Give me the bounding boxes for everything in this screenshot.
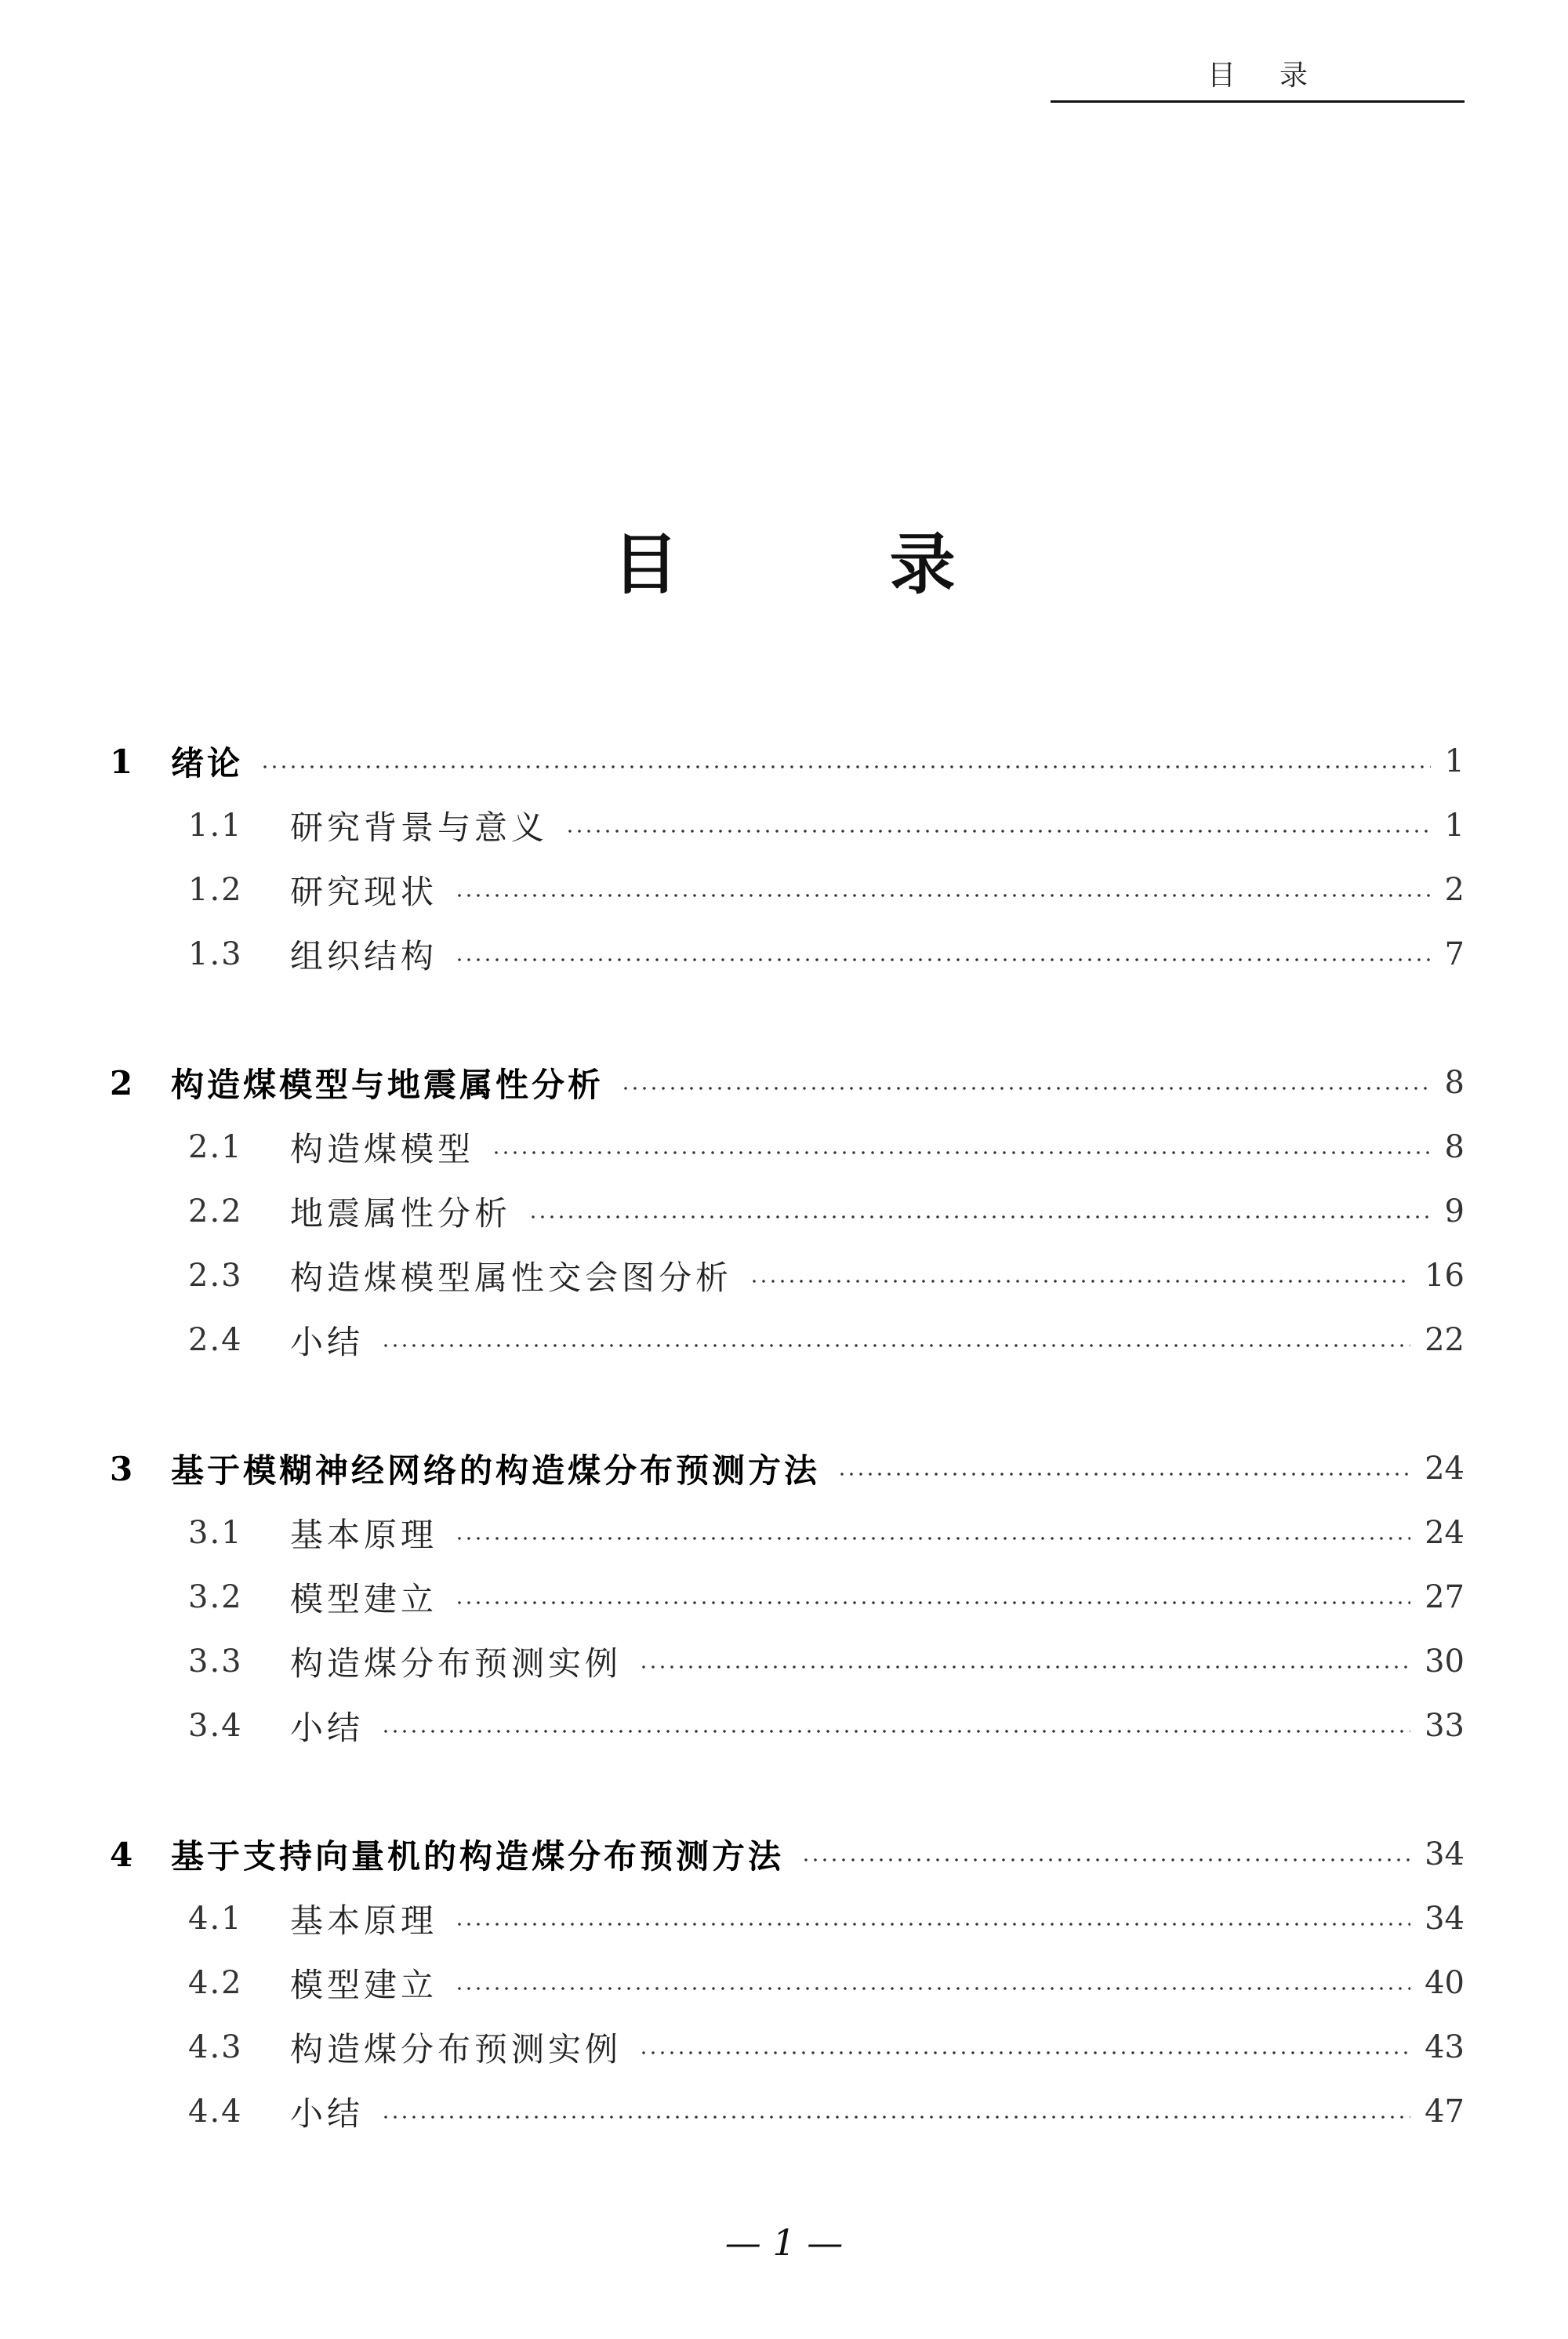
page-number: 1: [1444, 743, 1465, 779]
section-number: 1.3: [188, 936, 243, 972]
toc-entry[interactable]: [110, 1565, 1465, 1629]
toc-chapter-3: [110, 1436, 1465, 1758]
toc-entry[interactable]: [110, 1501, 1465, 1565]
chapter-number: 2: [110, 1063, 133, 1102]
section-title: 小结: [290, 1323, 365, 1361]
page-number: 7: [1444, 936, 1465, 972]
page-number: 9: [1444, 1193, 1465, 1229]
page-number: 24: [1425, 1451, 1465, 1487]
toc-entry[interactable]: [110, 1308, 1465, 1372]
page-number: 47: [1425, 2094, 1465, 2130]
section-number: 3.1: [188, 1515, 243, 1551]
dot-leader: [455, 1987, 1410, 1990]
chapter-title: 构造煤模型与地震属性分析: [171, 1066, 604, 1104]
page-number: 30: [1425, 1643, 1465, 1680]
dot-leader: [639, 1665, 1410, 1669]
toc-chapter-2: [110, 1051, 1465, 1372]
dot-leader: [528, 1215, 1431, 1219]
page-number: 1: [1444, 808, 1465, 844]
section-number: 3.3: [188, 1643, 243, 1680]
page-number: 24: [1425, 1515, 1465, 1551]
dot-leader: [381, 2116, 1410, 2119]
table-of-contents: [110, 729, 1465, 2144]
page-number: 8: [1444, 1065, 1465, 1101]
dot-leader: [260, 765, 1431, 768]
section-number: 2.4: [188, 1322, 243, 1358]
toc-entry[interactable]: [110, 1115, 1465, 1179]
toc-entry[interactable]: [110, 1822, 1465, 1887]
page-number: 27: [1425, 1579, 1465, 1615]
dot-leader: [639, 2051, 1410, 2054]
chapter-title: 基于模糊神经网络的构造煤分布预测方法: [171, 1451, 821, 1490]
section-title: 模型建立: [290, 1580, 438, 1618]
chapter-title: 绪论: [171, 744, 244, 783]
page-number: 43: [1425, 2029, 1465, 2065]
section-number: 2.3: [188, 1258, 243, 1294]
toc-entry[interactable]: [110, 922, 1465, 986]
toc-entry[interactable]: [110, 1887, 1465, 1951]
dot-leader: [565, 830, 1431, 833]
page-number: 34: [1425, 1836, 1465, 1872]
section-number: 4.2: [188, 1965, 243, 2001]
toc-entry[interactable]: [110, 1694, 1465, 1758]
section-title: 组织结构: [290, 937, 438, 975]
toc-chapter-4: [110, 1822, 1465, 2144]
dot-leader: [455, 1537, 1410, 1540]
section-title: 地震属性分析: [290, 1194, 512, 1233]
section-title: 小结: [290, 1709, 365, 1747]
running-header: 目录: [1051, 56, 1465, 103]
chapter-title: 基于支持向量机的构造煤分布预测方法: [171, 1837, 785, 1876]
dot-leader: [455, 958, 1431, 961]
toc-entry[interactable]: [110, 2079, 1465, 2144]
section-title: 构造煤分布预测实例: [290, 2030, 622, 2068]
section-number: 4.4: [188, 2094, 243, 2130]
toc-entry[interactable]: [110, 1951, 1465, 2015]
toc-entry[interactable]: [110, 1629, 1465, 1694]
section-number: 2.1: [188, 1129, 243, 1165]
section-number: 3.2: [188, 1579, 243, 1615]
dot-leader: [621, 1087, 1431, 1090]
dot-leader: [455, 894, 1431, 897]
section-number: 1.1: [188, 808, 243, 844]
section-title: 小结: [290, 2094, 365, 2133]
section-title: 研究背景与意义: [290, 808, 549, 847]
page-number: 22: [1425, 1322, 1465, 1358]
section-title: 基本原理: [290, 1901, 438, 1940]
section-number: 1.2: [188, 872, 243, 908]
page-title: 目 录: [612, 526, 1050, 603]
chapter-number: 3: [110, 1449, 133, 1488]
section-number: 2.2: [188, 1193, 243, 1229]
section-title: 构造煤模型: [290, 1130, 475, 1168]
section-title: 构造煤模型属性交会图分析: [290, 1258, 733, 1297]
page-number: 8: [1444, 1129, 1465, 1165]
section-title: 构造煤分布预测实例: [290, 1644, 622, 1683]
toc-entry[interactable]: [110, 2015, 1465, 2079]
toc-chapter-1: [110, 729, 1465, 986]
page-number: 16: [1425, 1258, 1465, 1294]
toc-entry[interactable]: [110, 729, 1465, 794]
section-number: 4.3: [188, 2029, 243, 2065]
chapter-number: 4: [110, 1835, 133, 1874]
section-title: 研究现状: [290, 873, 438, 911]
section-number: 4.1: [188, 1901, 243, 1937]
toc-entry[interactable]: [110, 1051, 1465, 1115]
dot-leader: [455, 1923, 1410, 1926]
section-number: 3.4: [188, 1708, 243, 1744]
toc-entry[interactable]: [110, 1436, 1465, 1501]
page-number: 40: [1425, 1965, 1465, 2001]
page-number: 33: [1425, 1708, 1465, 1744]
dot-leader: [837, 1473, 1410, 1476]
section-title: 模型建立: [290, 1966, 438, 2004]
page-footer-number: — 1 —: [724, 2221, 844, 2264]
chapter-number: 1: [110, 742, 133, 781]
toc-entry[interactable]: [110, 1179, 1465, 1244]
dot-leader: [750, 1280, 1410, 1283]
dot-leader: [381, 1344, 1410, 1347]
dot-leader: [492, 1151, 1431, 1154]
toc-entry[interactable]: [110, 1244, 1465, 1308]
dot-leader: [455, 1601, 1410, 1604]
page-number: 34: [1425, 1901, 1465, 1937]
toc-entry[interactable]: [110, 858, 1465, 922]
toc-entry[interactable]: [110, 794, 1465, 858]
section-title: 基本原理: [290, 1516, 438, 1554]
dot-leader: [381, 1730, 1410, 1733]
dot-leader: [801, 1858, 1410, 1861]
page-number: 2: [1444, 872, 1465, 908]
